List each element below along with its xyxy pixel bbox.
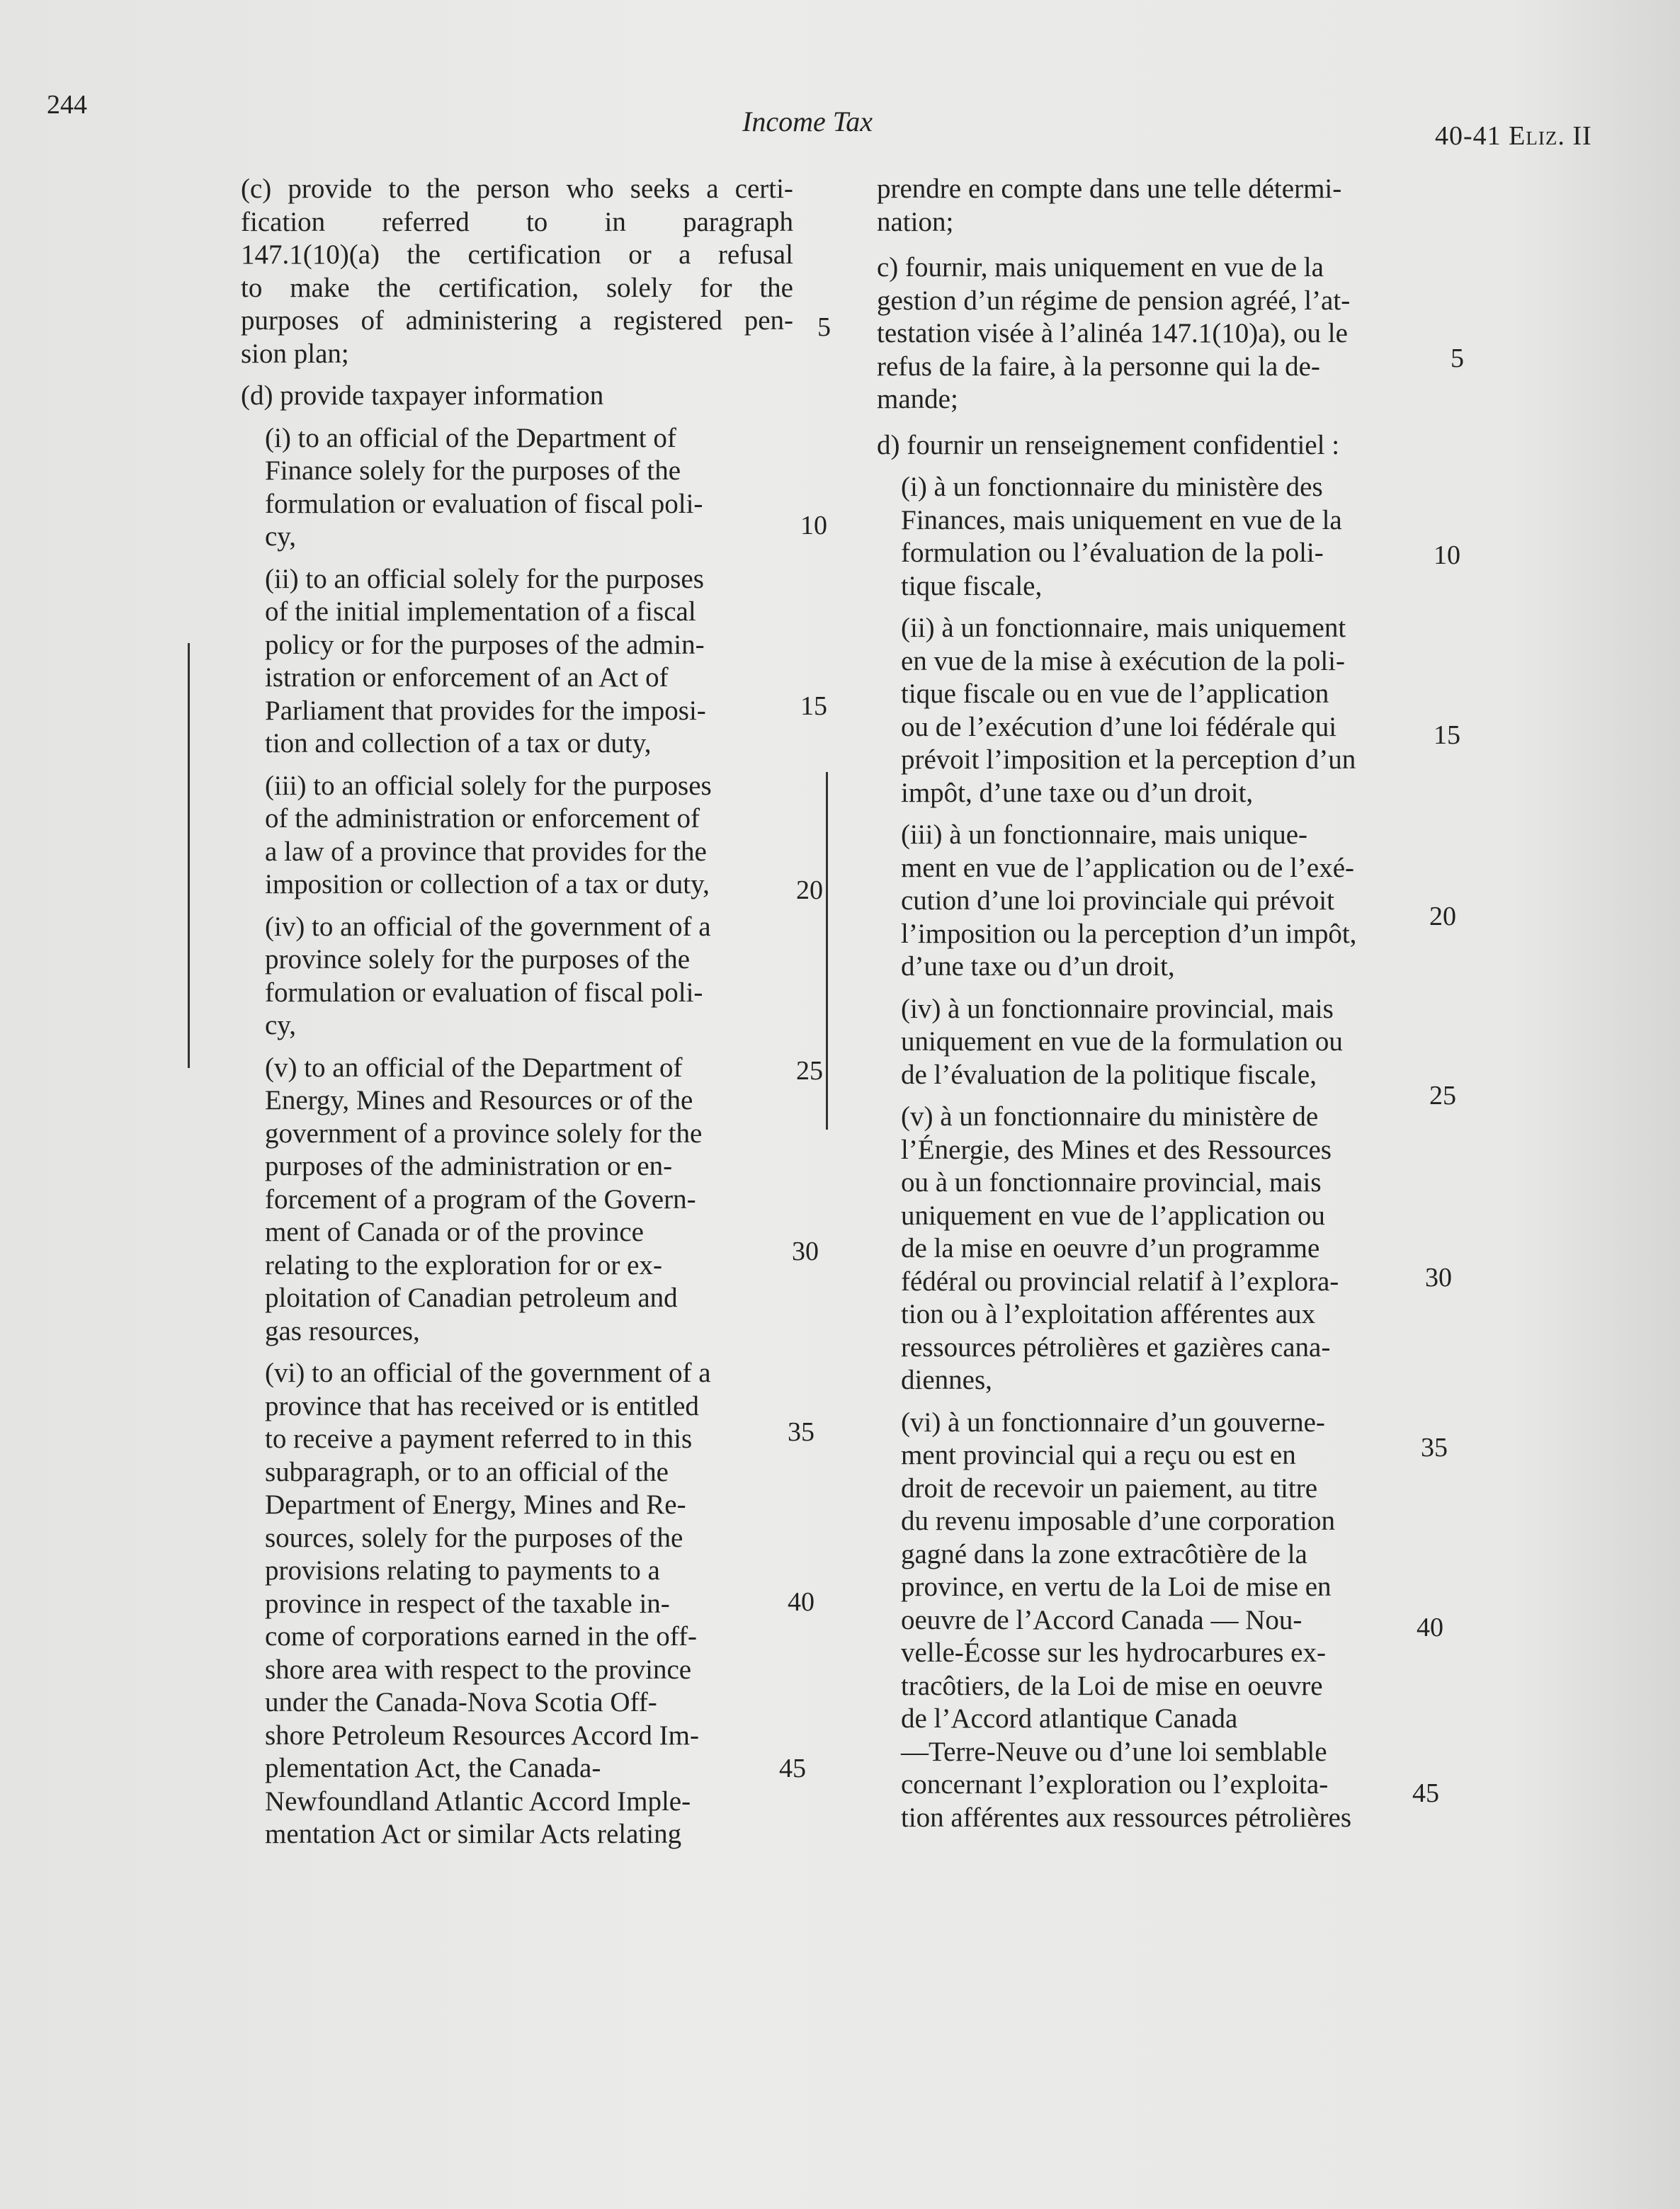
en-subparagraph-v — [241, 1052, 793, 1348]
line-number: 35 — [788, 1417, 815, 1447]
text-line: Finances, mais uniquement en vue de la — [901, 504, 1342, 535]
text-line: tracôtiers, de la Loi de mise en oeuvre — [901, 1670, 1323, 1701]
revision-bar-left — [188, 643, 190, 1068]
text-line: province solely for the purposes of the — [265, 944, 691, 975]
text-line: provisions relating to payments to a — [265, 1555, 660, 1586]
text-line: ment of Canada or of the province — [265, 1217, 644, 1247]
fr-subparagraph-v — [877, 1101, 1429, 1397]
text-line: of the initial implementation of a fiscal — [265, 596, 696, 627]
text-line: ou de l’exécution d’une loi fédérale qui — [901, 711, 1337, 742]
fr-continuation — [877, 173, 1429, 239]
text-line: province that has received or is entitled — [265, 1390, 699, 1421]
text-line: testation visée à l’alinéa 147.1(10)a), ou le — [877, 318, 1348, 348]
text-line: velle-Écosse sur les hydrocarbures ex- — [901, 1637, 1326, 1668]
text-line: subparagraph, or to an official of the — [265, 1456, 669, 1487]
page-number: 244 — [47, 90, 87, 120]
text-line: (vi) à un fonctionnaire d’un gouverne- — [901, 1407, 1325, 1438]
text-line: (ii) to an official solely for the purposes — [265, 563, 704, 594]
en-subparagraph-iv — [241, 911, 793, 1043]
line-number: 15 — [800, 691, 827, 721]
text-line: cy, — [265, 521, 297, 552]
text-line: (iii) to an official solely for the purposes — [265, 770, 712, 801]
text-line: uniquement en vue de l’application ou — [901, 1200, 1325, 1231]
text-line: a law of a province that provides for the — [265, 836, 707, 867]
text-line: (d) provide taxpayer information — [241, 380, 604, 411]
line-number: 20 — [796, 875, 823, 905]
text-line: —Terre-Neuve ou d’une loi semblable — [901, 1736, 1327, 1767]
text-line: du revenu imposable d’une corporation — [901, 1506, 1335, 1536]
text-line: formulation or evaluation of fiscal poli- — [265, 488, 703, 519]
text-line: to receive a payment referred to in this — [265, 1424, 693, 1454]
french-column — [877, 173, 1429, 1844]
line-number: 25 — [796, 1056, 823, 1086]
text-line: sources, solely for the purposes of the — [265, 1522, 683, 1553]
english-column — [241, 173, 793, 1861]
text-line: mentation Act or similar Acts relating — [265, 1819, 682, 1849]
line-number: 10 — [800, 511, 827, 540]
text-line: under the Canada-Nova Scotia Off- — [265, 1687, 657, 1717]
text-line: shore Petroleum Resources Accord Im- — [265, 1720, 699, 1751]
text-line: Finance solely for the purposes of the — [265, 455, 681, 486]
text-line: oeuvre de l’Accord Canada — Nou- — [901, 1604, 1302, 1635]
fr-paragraph-c — [877, 251, 1429, 416]
text-line: impôt, d’une taxe ou d’un droit, — [901, 777, 1254, 808]
text-line: Department of Energy, Mines and Re- — [265, 1489, 686, 1520]
fr-subparagraph-i — [877, 471, 1429, 603]
text-line: d) fournir un renseignement confidentiel : — [877, 429, 1340, 460]
text-line: prévoit l’imposition et la perception d’un — [901, 744, 1356, 775]
text-line: shore area with respect to the province — [265, 1654, 692, 1685]
text-line: purposes of the administration or en- — [265, 1151, 673, 1181]
revision-bar-right — [826, 772, 828, 1130]
text-line: (vi) to an official of the government of a — [265, 1358, 711, 1388]
text-line: fication referred to in paragraph — [241, 206, 793, 237]
line-number: 30 — [792, 1237, 819, 1266]
text-line: concernant l’exploration ou l’exploita- — [901, 1769, 1329, 1800]
en-paragraph-d — [241, 380, 793, 413]
text-line: (ii) à un fonctionnaire, mais uniquement — [901, 613, 1346, 643]
text-line: of the administration or enforcement of — [265, 803, 700, 834]
fr-subparagraph-iv — [877, 993, 1429, 1092]
text-line: sion plan; — [241, 338, 349, 369]
text-line: (iv) to an official of the government of a — [265, 911, 711, 942]
text-line: to make the certification, solely for the — [241, 272, 793, 303]
text-line: government of a province solely for the — [265, 1118, 703, 1149]
fr-subparagraph-iii — [877, 819, 1429, 984]
text-line: diennes, — [901, 1365, 992, 1395]
line-number: 35 — [1421, 1433, 1448, 1463]
text-line: de l’Accord atlantique Canada — [901, 1703, 1238, 1734]
text-line: province, en vertu de la Loi de mise en — [901, 1572, 1332, 1602]
text-line: gas resources, — [265, 1315, 420, 1346]
text-line: (v) à un fonctionnaire du ministère de — [901, 1101, 1319, 1132]
text-line: ou à un fonctionnaire provincial, mais — [901, 1167, 1322, 1198]
text-line: refus de la faire, à la personne qui la de- — [877, 351, 1320, 382]
text-line: d’une taxe ou d’un droit, — [901, 951, 1175, 982]
fr-subparagraph-vi — [877, 1407, 1429, 1835]
text-line: uniquement en vue de la formulation ou — [901, 1026, 1343, 1057]
text-line: policy or for the purposes of the admin- — [265, 629, 705, 660]
text-line: de l’évaluation de la politique fiscale, — [901, 1059, 1317, 1090]
line-number: 40 — [788, 1587, 815, 1617]
text-line: en vue de la mise à exécution de la poli- — [901, 645, 1346, 676]
text-line: (iii) à un fonctionnaire, mais unique- — [901, 819, 1307, 850]
text-line: tique fiscale, — [901, 570, 1043, 601]
text-line: Energy, Mines and Resources or of the — [265, 1085, 693, 1115]
text-line: tion ou à l’exploitation afférentes aux — [901, 1299, 1316, 1329]
line-number: 20 — [1429, 902, 1456, 931]
text-line: cution d’une loi provinciale qui prévoit — [901, 885, 1334, 916]
line-number: 15 — [1434, 720, 1460, 750]
text-line: l’imposition ou la perception d’un impôt, — [901, 918, 1357, 949]
text-line: fédéral ou provincial relatif à l’explora- — [901, 1266, 1339, 1297]
fr-paragraph-d — [877, 429, 1429, 462]
text-line: imposition or collection of a tax or duty, — [265, 869, 710, 899]
text-line: come of corporations earned in the off- — [265, 1621, 698, 1652]
fr-subparagraph-ii — [877, 612, 1429, 810]
text-line: droit de recevoir un paiement, au titre — [901, 1472, 1318, 1504]
text-line: nation; — [877, 206, 954, 237]
line-number: 45 — [1412, 1778, 1439, 1808]
statute-reference: 40-41 Eliz. II — [1435, 121, 1592, 151]
text-line: Parliament that provides for the imposi- — [265, 695, 706, 726]
text-line: (iv) à un fonctionnaire provincial, mais — [901, 993, 1334, 1024]
line-number: 5 — [1451, 343, 1464, 373]
line-number: 40 — [1417, 1613, 1443, 1642]
text-line: ploitation of Canadian petroleum and — [265, 1283, 678, 1313]
text-line: 147.1(10)(a) the certification or a refusal — [241, 239, 793, 270]
text-line: formulation ou l’évaluation de la poli- — [901, 538, 1324, 568]
text-line: tion and collection of a tax or duty, — [265, 728, 652, 759]
en-paragraph-c — [241, 173, 793, 370]
line-number: 45 — [779, 1754, 806, 1783]
en-subparagraph-iii — [241, 770, 793, 902]
text-line: gestion d’un régime de pension agréé, l’at- — [877, 285, 1351, 316]
line-number: 10 — [1434, 540, 1460, 570]
text-line: de la mise en oeuvre d’un programme — [901, 1233, 1320, 1263]
text-line: cy, — [265, 1010, 297, 1040]
en-subparagraph-vi — [241, 1357, 793, 1851]
text-line: tique fiscale ou en vue de l’application — [901, 678, 1329, 709]
line-number: 30 — [1425, 1263, 1452, 1293]
text-line: (i) to an official of the Department of — [265, 422, 676, 453]
line-number: 25 — [1429, 1081, 1456, 1111]
text-line: forcement of a program of the Govern- — [265, 1183, 696, 1215]
text-line: mande; — [877, 384, 958, 414]
text-line: ment en vue de l’application ou de l’exé- — [901, 852, 1354, 883]
text-line: istration or enforcement of an Act of — [265, 662, 669, 693]
text-line: prendre en compte dans une telle détermi- — [877, 174, 1342, 204]
en-subparagraph-i — [241, 422, 793, 554]
text-line: l’Énergie, des Mines et des Ressources — [901, 1134, 1332, 1165]
text-line: province in respect of the taxable in- — [265, 1588, 670, 1619]
text-line: purposes of administering a registered pen- — [241, 305, 793, 336]
text-line: formulation or evaluation of fiscal poli- — [265, 977, 703, 1008]
text-line: gagné dans la zone extracôtière de la — [901, 1538, 1307, 1569]
text-line: relating to the exploration for or ex- — [265, 1249, 662, 1280]
text-line: plementation Act, the Canada- — [265, 1753, 601, 1783]
en-subparagraph-ii — [241, 563, 793, 761]
running-title: Income Tax — [742, 106, 873, 137]
text-line: (i) à un fonctionnaire du ministère des — [901, 472, 1323, 502]
text-line: tion afférentes aux ressources pétrolières — [901, 1802, 1352, 1833]
text-line: c) fournir, mais uniquement en vue de la — [877, 252, 1324, 283]
text-line: Newfoundland Atlantic Accord Imple- — [265, 1785, 691, 1817]
text-line: ressources pétrolières et gazières cana- — [901, 1331, 1331, 1363]
line-number: 5 — [817, 312, 831, 342]
text-line: (v) to an official of the Department of — [265, 1052, 683, 1083]
text-line: ment provincial qui a reçu ou est en — [901, 1440, 1296, 1470]
text-line: (c) provide to the person who seeks a certi- — [241, 174, 793, 204]
